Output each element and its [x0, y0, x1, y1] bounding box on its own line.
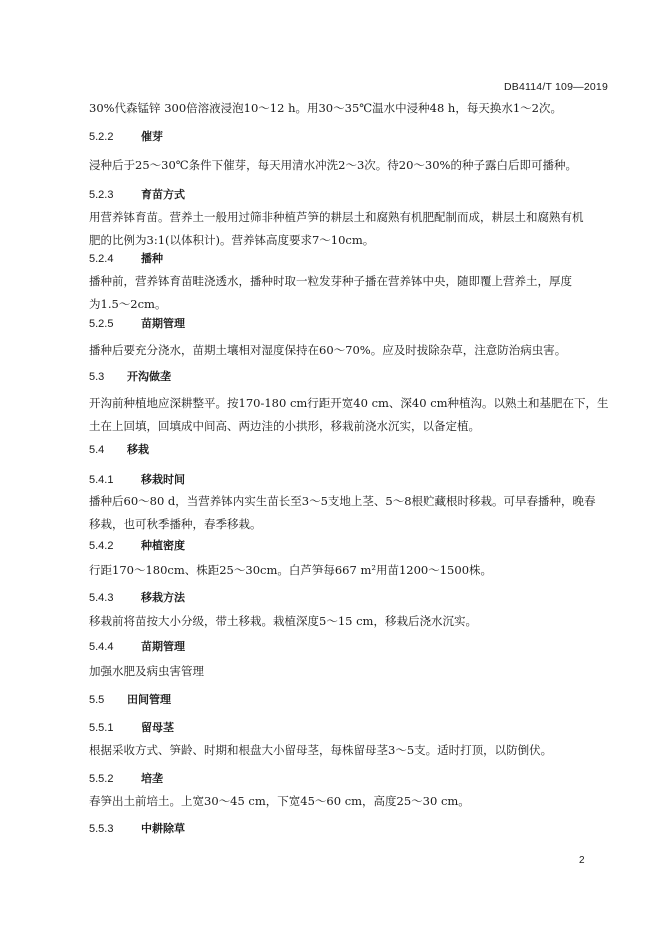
section-heading	[89, 183, 609, 207]
section-heading	[89, 586, 609, 610]
section-number: 5.5	[89, 694, 105, 706]
section-number: 5.4.3	[89, 592, 114, 604]
section-heading	[89, 635, 609, 659]
section-heading	[89, 688, 609, 712]
paragraph-line: 播种后60～80 d，当营养钵内实生苗长至3～5支地上茎、5～8根贮藏根时移栽。可早春播种，晚春	[89, 494, 596, 508]
section-title: 种植密度	[141, 539, 185, 552]
section-number: 5.2.5	[89, 318, 114, 330]
section-number: 5.3	[89, 371, 105, 383]
body-paragraph	[89, 206, 609, 252]
section-heading	[89, 247, 609, 271]
section-title: 播种	[141, 252, 163, 265]
section-title: 催芽	[141, 130, 163, 143]
section-number: 5.5.3	[89, 823, 114, 835]
section-heading	[89, 312, 609, 336]
body-paragraph	[89, 490, 609, 536]
section-heading	[89, 716, 609, 740]
body-paragraph: 播种后要充分浇水，苗期土壤相对湿度保持在60～70%。应及时拔除杂草，注意防治病虫害。	[89, 343, 567, 357]
section-title: 培垄	[141, 772, 163, 785]
section-number: 5.4.4	[89, 641, 114, 653]
section-number: 5.5.1	[89, 722, 114, 734]
paragraph-line: 播种前，营养钵育苗畦浇透水，播种时取一粒发芽种子播在营养钵中央，随即覆上营养土，厚度	[89, 274, 572, 288]
body-paragraph: 移栽前将苗按大小分级，带土移栽。栽植深度5～15 cm，移栽后浇水沉实。	[89, 614, 477, 628]
body-paragraph: 行距170～180cm、株距25～30cm。白芦笋每667 m²用苗1200～1500株。	[89, 563, 493, 577]
section-heading	[89, 468, 609, 492]
section-heading	[89, 767, 609, 791]
section-title: 移栽时间	[141, 473, 185, 486]
section-title: 苗期管理	[141, 640, 185, 653]
paragraph-line: 土在上回填，回填成中间高、两边洼的小拱形，移栽前浇水沉实，以备定植。	[89, 419, 480, 433]
section-title: 苗期管理	[141, 317, 185, 330]
body-paragraph	[89, 392, 609, 438]
section-title: 留母茎	[141, 721, 174, 734]
section-title: 育苗方式	[141, 188, 185, 201]
body-paragraph	[89, 270, 609, 316]
body-paragraph: 加强水肥及病虫害管理	[89, 664, 204, 678]
section-number: 5.4.1	[89, 474, 114, 486]
section-number: 5.4	[89, 444, 105, 456]
body-paragraph: 30%代森锰锌 300倍溶液浸泡10～12 h。用30～35℃温水中浸种48 h，每天换水1～2次。	[89, 101, 562, 115]
section-number: 5.4.2	[89, 540, 114, 552]
body-paragraph: 浸种后于25～30℃条件下催芽，每天用清水冲洗2～3次。待20～30%的种子露白后即可播种。	[89, 158, 577, 172]
document-id-header: DB4114/T 109—2019	[503, 81, 608, 93]
paragraph-line: 为1.5～2cm。	[89, 297, 167, 311]
section-title: 中耕除草	[141, 822, 185, 835]
body-paragraph: 根据采收方式、笋龄、时期和根盘大小留母茎，每株留母茎3～5支。适时打顶，以防倒伏。	[89, 743, 553, 757]
section-title: 开沟做垄	[127, 370, 171, 383]
section-number: 5.2.3	[89, 189, 114, 201]
section-heading	[89, 817, 609, 841]
section-number: 5.2.4	[89, 253, 114, 265]
section-title: 田间管理	[127, 693, 171, 706]
paragraph-line: 开沟前种植地应深耕整平。按170-180 cm行距开宽40 cm、深40 cm种植沟。以熟土和基肥在下，生	[89, 396, 609, 410]
section-number: 5.5.2	[89, 773, 114, 785]
section-heading	[89, 365, 609, 389]
paragraph-line: 移栽，也可秋季播种，春季移栽。	[89, 517, 262, 531]
body-paragraph: 春笋出土前培土。上宽30～45 cm，下宽45～60 cm，高度25～30 cm。	[89, 794, 470, 808]
section-title: 移栽	[127, 443, 149, 456]
paragraph-line: 用营养钵育苗。营养土一般用过筛非种植芦笋的耕层土和腐熟有机肥配制而成，耕层土和腐熟有机	[89, 210, 584, 224]
section-title: 移栽方法	[141, 591, 185, 604]
section-heading	[89, 534, 609, 558]
section-heading	[89, 125, 609, 149]
page-number: 2	[579, 855, 585, 866]
paragraph-line: 肥的比例为3:1(以体积计)。营养钵高度要求7～10cm。	[89, 233, 375, 247]
section-number: 5.2.2	[89, 131, 114, 143]
section-heading	[89, 438, 609, 462]
